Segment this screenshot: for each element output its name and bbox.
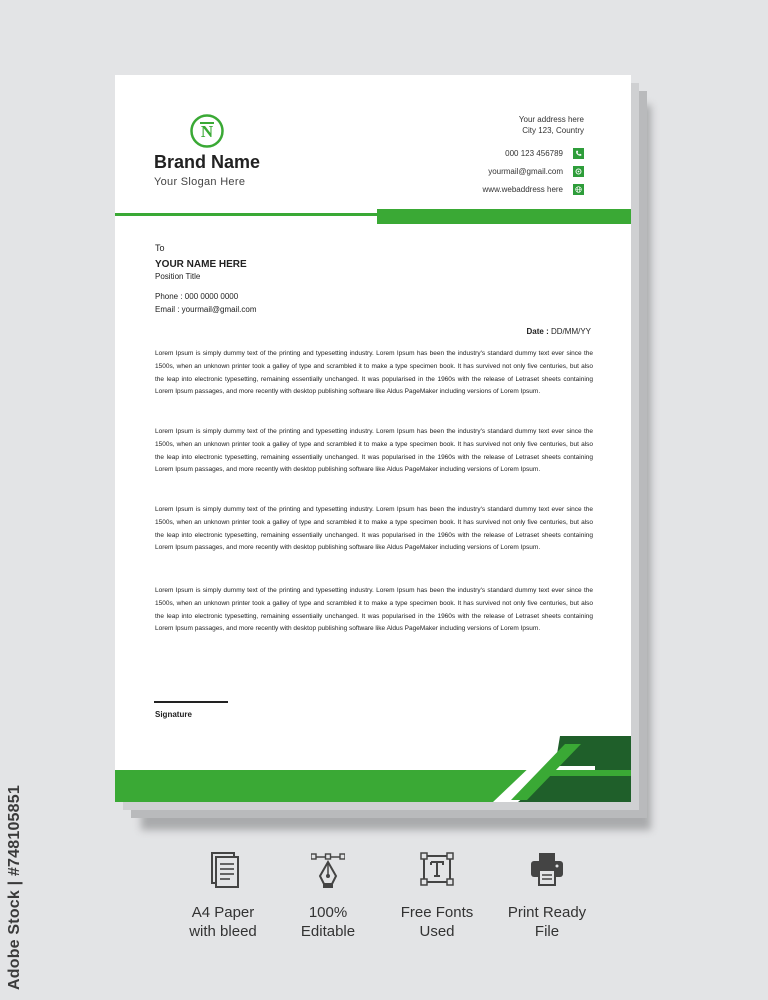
feature-free-fonts: [382, 850, 492, 941]
footer-decoration: [115, 730, 631, 802]
to-label: To: [155, 243, 165, 253]
email-icon: [573, 166, 584, 177]
address-line-2: City 123, Country: [522, 126, 584, 135]
address-line-1: Your address here: [518, 115, 584, 124]
feature-line-1: Free Fonts: [400, 904, 474, 921]
text-frame-icon: [420, 850, 454, 890]
feature-line-1: A4 Paper: [191, 904, 255, 921]
date-line: [527, 327, 591, 336]
feature-line-2: with bleed: [189, 923, 257, 940]
feature-label: [273, 903, 383, 941]
printer-icon: [530, 850, 564, 890]
contact-website-text: www.webaddress here: [482, 185, 563, 194]
date-label: Date :: [526, 327, 549, 336]
body-paragraph-1: Lorem Ipsum is simply dummy text of the printing and typesetting industry. Lorem Ipsum has been the industry's standard dummy text ever since the 1500s, when an unknown printer took a galley of type and scrambled it to make a type specimen book. It has survived not only five centuries, but also the leap into electronic typesetting, remaining essentially unchanged. It was popularised in the 1960s with the release of Letraset sheets containing Lorem Ipsum passages, and more recently with desktop publishing software like Aldus PageMaker including versions of Lorem Ipsum.: [155, 350, 593, 396]
body-paragraph-2: Lorem Ipsum is simply dummy text of the printing and typesetting industry. Lorem Ipsum has been the industry's standard dummy text ever since the 1500s, when an unknown printer took a galley of type and scrambled it to make a type specimen book. It has survived not only five centuries, but also the leap into electronic typesetting, remaining essentially unchanged. It was popularised in the 1960s with the release of Letraset sheets containing Lorem Ipsum passages, and more recently with desktop publishing software like Aldus PageMaker including versions of Lorem Ipsum.: [155, 428, 593, 474]
address-block: [519, 114, 584, 136]
brand-slogan: Your Slogan Here: [154, 176, 246, 188]
date-value: DD/MM/YY: [551, 327, 591, 336]
phone-icon: [573, 148, 584, 159]
body-paragraph-3: Lorem Ipsum is simply dummy text of the printing and typesetting industry. Lorem Ipsum has been the industry's standard dummy text ever since the 1500s, when an unknown printer took a galley of type and scrambled it to make a type specimen book. It has survived not only five centuries, but also the leap into electronic typesetting, remaining essentially unchanged. It was popularised in the 1960s with the release of Letraset sheets containing Lorem Ipsum passages, and more recently with desktop publishing software like Aldus PageMaker including versions of Lorem Ipsum.: [155, 506, 593, 552]
feature-list: [170, 850, 610, 950]
recipient-name: YOUR NAME HERE: [155, 259, 247, 270]
body-paragraph-4: Lorem Ipsum is simply dummy text of the printing and typesetting industry. Lorem Ipsum has been the industry's standard dummy text ever since the 1500s, when an unknown printer took a galley of type and scrambled it to make a type specimen book. It has survived not only five centuries, but also the leap into electronic typesetting, remaining essentially unchanged. It was popularised in the 1960s with the release of Letraset sheets containing Lorem Ipsum passages, and more recently with desktop publishing software like Aldus PageMaker including versions of Lorem Ipsum.: [155, 587, 593, 633]
contact-email-text: yourmail@gmail.com: [488, 167, 563, 176]
letterhead-page: [115, 75, 631, 802]
globe-icon: [573, 184, 584, 195]
header-divider-thin: [115, 213, 377, 216]
feature-editable: [273, 850, 383, 941]
header-divider-thick: [377, 209, 631, 224]
feature-label: [168, 903, 278, 941]
signature-line: [154, 701, 228, 703]
document-icon: [206, 850, 240, 890]
recipient-phone: Phone : 000 0000 0000: [155, 292, 239, 301]
signature-label: Signature: [155, 710, 192, 719]
feature-line-2: Used: [419, 923, 455, 940]
feature-label: [382, 903, 492, 941]
feature-line-1: Print Ready: [507, 904, 587, 921]
feature-line-2: Editable: [300, 923, 356, 940]
feature-print-ready: [492, 850, 602, 941]
contact-phone: [505, 147, 584, 160]
contact-email: [488, 165, 584, 178]
brand-logo-icon: [189, 113, 225, 149]
recipient-position: Position Title: [155, 272, 201, 281]
feature-line-2: File: [534, 923, 560, 940]
contact-phone-text: 000 123 456789: [505, 149, 563, 158]
svg-text:N: N: [200, 122, 214, 141]
pen-tool-icon: [311, 850, 345, 890]
feature-a4-paper: [168, 850, 278, 941]
feature-label: [492, 903, 602, 941]
brand-name: Brand Name: [154, 152, 261, 172]
contact-website: [483, 183, 584, 196]
feature-line-1: 100%: [308, 904, 348, 921]
stock-id-watermark: Adobe Stock | #748105851: [6, 785, 23, 990]
recipient-email: Email : yourmail@gmail.com: [155, 305, 257, 314]
